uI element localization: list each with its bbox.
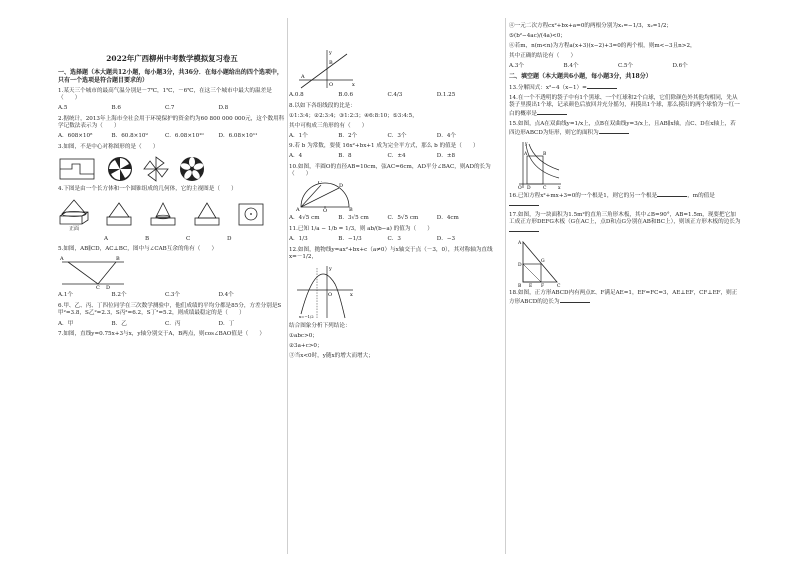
point-label: B bbox=[116, 256, 120, 263]
point-label: O bbox=[518, 185, 522, 190]
option: A.0.8 bbox=[289, 92, 304, 98]
point-label: F bbox=[541, 283, 545, 288]
axis-label: y bbox=[525, 141, 528, 147]
figure-d-flower bbox=[178, 155, 206, 183]
option-d-view bbox=[236, 199, 266, 229]
point-label: O bbox=[323, 208, 328, 214]
point-label: B bbox=[518, 283, 522, 288]
question-12: 12.如图，抛物线y=ax²+bx+c（a≠0）与x轴交于点（－3，0），其对称轴为直线x=－1/2， bbox=[289, 246, 493, 261]
question-11-options bbox=[289, 236, 500, 244]
question-17 bbox=[509, 212, 741, 236]
option: B．3√5 cm bbox=[338, 215, 369, 222]
option: B．60.8×10⁹ bbox=[111, 133, 148, 140]
option: A.5 bbox=[58, 105, 68, 112]
question-9: 9.若 b 为常数，要使 16x²+bx+1 成为完全平方式，那么 b 的值是（ ） bbox=[289, 143, 479, 150]
axis-label: x bbox=[558, 185, 561, 190]
question-9-options bbox=[289, 153, 500, 161]
point-label: B bbox=[543, 151, 547, 157]
option: C．5√5 cm bbox=[387, 215, 419, 222]
question-16-text: 16.已知方程x²+mx+3=0的一个根是1，则它的另一个根是 bbox=[509, 193, 658, 200]
question-7-options bbox=[289, 92, 500, 100]
question-4-option-labels bbox=[58, 236, 286, 244]
option: C．±4 bbox=[387, 153, 406, 160]
question-12-options bbox=[509, 63, 741, 71]
question-1-options bbox=[58, 105, 286, 113]
question-5-figure bbox=[58, 256, 128, 290]
option: C．6.08×10¹⁰ bbox=[165, 133, 204, 140]
option: C．丙 bbox=[165, 320, 181, 327]
option: D bbox=[227, 235, 232, 242]
point-label: B bbox=[329, 60, 333, 66]
option: B.6 bbox=[111, 105, 121, 112]
question-12-item-4: ④一元二次方程cx²+bx+a=0的两根分别为x₁=−1/3，x₂=1/2； bbox=[509, 22, 672, 29]
option: B.4个 bbox=[563, 62, 579, 69]
figure-b-wheel bbox=[106, 155, 134, 183]
option: D.4个 bbox=[218, 292, 234, 299]
column-divider bbox=[287, 18, 288, 554]
point-label: C bbox=[543, 185, 547, 190]
option: A．4√5 cm bbox=[289, 215, 320, 222]
option-a-view bbox=[104, 199, 134, 229]
question-12-item-6: ⑥若m，n(m<n)为方程a(x+3)(x−2)+3=0的两个根，则m<−3且n>2， bbox=[509, 42, 696, 49]
question-6-options bbox=[58, 321, 286, 329]
question-8-options bbox=[289, 133, 500, 141]
question-6: 6.甲、乙、丙、丁四位同学在三次数学测验中，他们成绩的平均分都是85分，方差分别是S甲²=3.8，S乙²=2.3，S丙²=6.2，S丁²=5.2，则成绩最稳定的是（ ） bbox=[58, 302, 282, 317]
question-16-tail: ，m的值是 bbox=[687, 193, 715, 200]
option: C.4/3 bbox=[387, 92, 403, 98]
point-label: A bbox=[60, 256, 64, 263]
option: A.3个 bbox=[509, 62, 524, 69]
solid-figure bbox=[58, 196, 90, 233]
question-12-item-3: ③当x<0时，y随x的增大而增大； bbox=[289, 352, 374, 359]
point-label: G bbox=[541, 258, 545, 264]
point-label: D bbox=[339, 183, 344, 190]
option: B．−1/3 bbox=[338, 236, 362, 243]
column-divider bbox=[505, 18, 506, 554]
option: A．4 bbox=[289, 153, 303, 160]
option: A．甲 bbox=[58, 320, 74, 327]
option: D．4cm bbox=[436, 215, 459, 222]
point-label: D bbox=[527, 185, 531, 190]
question-8-items: ①1:3:4；②2:3:4；③1:2:3；④6:8:10；⑤3:4:5， bbox=[289, 112, 418, 119]
option: C.3个 bbox=[165, 292, 181, 299]
question-12-figure bbox=[295, 264, 355, 320]
column-3 bbox=[509, 20, 741, 554]
question-10-options bbox=[289, 215, 500, 223]
question-12-tail: 结合图象分析下列结论： bbox=[289, 322, 351, 329]
section-1-header: 一、选择题（本大题共12小题，每小题3分，共36分．在每小题给出的四个选项中，只有一个选项是符合题目要求的） bbox=[58, 68, 283, 85]
question-18-text: 18.如图，正方形ABCD内有两点E、F满足AE=1，EF=FC=3，AE⊥EF，CF⊥EF，则正方形ABCD的边长为 bbox=[509, 290, 738, 305]
question-15-text: 15.如图，点A在双曲线y=1/x上，点B在双曲线y=3/x上，且AB∥x轴，点C、D在x轴上，若四边形ABCD为矩形，则它的面积为 bbox=[509, 121, 736, 136]
option: D．−3 bbox=[436, 236, 456, 243]
point-label: O bbox=[328, 292, 333, 299]
option: B.0.6 bbox=[338, 92, 354, 98]
axis-label: y bbox=[329, 50, 332, 56]
question-5: 5.如图，AB∥CD，AC⊥BC，图中与∠CAB互余的角有（ ） bbox=[58, 246, 218, 253]
point-label: C bbox=[318, 181, 322, 187]
answer-blank[interactable] bbox=[599, 129, 629, 134]
question-10-figure bbox=[295, 181, 355, 213]
option: D．±8 bbox=[436, 153, 456, 160]
option: D.8 bbox=[218, 105, 229, 112]
exam-title: 2022年广西柳州中考数学模拟复习卷五 bbox=[106, 54, 238, 63]
figure-c-pinwheel bbox=[142, 155, 170, 183]
point-label: D bbox=[518, 262, 522, 268]
question-5-options bbox=[58, 292, 286, 300]
question-7-figure bbox=[297, 48, 357, 90]
option: D.6个 bbox=[672, 62, 688, 69]
option: A．608×10⁸ bbox=[58, 133, 93, 140]
column-1 bbox=[58, 20, 286, 554]
question-15 bbox=[509, 121, 741, 137]
option: B.2个 bbox=[111, 292, 127, 299]
figure-a-shape bbox=[58, 156, 98, 182]
question-18 bbox=[509, 290, 741, 306]
question-4: 4.下图是由一个长方体和一个圆锥组成的几何体，它的主视图是（ ） bbox=[58, 185, 237, 192]
question-13 bbox=[509, 84, 741, 93]
question-1: 1.某天三个城市的最高气温分别是－7℃，1℃，－6℃，在这三个城市中最大的温差是（ ） bbox=[58, 87, 272, 102]
option: D．4个 bbox=[436, 132, 456, 139]
point-label: A bbox=[301, 74, 305, 80]
option: B bbox=[145, 235, 150, 242]
question-12-item-5: ⑤(b²−4ac)/(4a)<0； bbox=[509, 32, 566, 39]
question-10: 10.如图，半圆O的直径AB=10cm，弦AC=6cm，AD平分∠BAC，则AD的长为（ ） bbox=[289, 163, 491, 178]
option: C．3 bbox=[387, 236, 401, 243]
question-12-item-2: ②3a+c>0； bbox=[289, 342, 323, 349]
option: A.1个 bbox=[58, 292, 73, 299]
point-label: E bbox=[529, 283, 533, 288]
question-4-figures bbox=[58, 196, 286, 233]
point-label: B bbox=[349, 207, 353, 214]
option: C bbox=[186, 235, 191, 242]
option: C.7 bbox=[165, 105, 175, 112]
question-8-tail: 其中可构成三角形的有（ ） bbox=[289, 122, 368, 129]
question-17-text: 17.如图，为一块面积为1.5m²的直角三角形木板，其中∠B=90°，AB=1.5m，现要把它加工成正方形DEFG木板（G在AC上，点D和点G分别在AB和BC上），则该正方形木板的边长为 bbox=[509, 211, 741, 226]
question-15-figure bbox=[515, 140, 563, 190]
point-label: A bbox=[518, 240, 522, 246]
answer-blank[interactable] bbox=[587, 84, 617, 89]
front-view-caption: 正面 bbox=[68, 226, 79, 233]
question-12-conclusion: 其中正确的结论有（ ） bbox=[509, 52, 577, 59]
option: D.1.25 bbox=[436, 92, 456, 98]
question-17-figure bbox=[515, 238, 563, 288]
column-2 bbox=[289, 20, 500, 554]
axis-label: y bbox=[329, 266, 332, 273]
question-12-item-1: ①abc>0； bbox=[289, 332, 318, 339]
option: B．2个 bbox=[338, 132, 358, 139]
option: C．3个 bbox=[387, 132, 407, 139]
option-c-view bbox=[192, 199, 222, 229]
option: D．丁 bbox=[218, 320, 235, 327]
point-label: C bbox=[557, 283, 561, 288]
question-11: 11.已知 1/a − 1/b = 1/3，则 ab/(b−a) 的值为（ ） bbox=[289, 225, 433, 232]
option: A．1/3 bbox=[289, 236, 308, 243]
question-3: 3.如图，不是中心对称图形的是（ ） bbox=[58, 143, 159, 150]
solid-drawing bbox=[58, 196, 90, 226]
option: C.5个 bbox=[618, 62, 634, 69]
point-label: A bbox=[296, 207, 300, 214]
question-2: 2.据统计，2013年上海市全社会用于环境保护的资金约为60 800 000 000元，这个数用科学记数法表示为（ ） bbox=[58, 115, 285, 130]
answer-blank[interactable] bbox=[537, 110, 567, 115]
question-14 bbox=[509, 95, 741, 119]
option: B．乙 bbox=[111, 320, 127, 327]
option-b-view bbox=[148, 199, 178, 229]
answer-blank[interactable] bbox=[509, 227, 539, 232]
point-label: A bbox=[524, 151, 528, 157]
option: D．6.08×10¹¹ bbox=[218, 133, 258, 140]
answer-blank[interactable] bbox=[657, 192, 687, 197]
question-16 bbox=[509, 192, 741, 209]
point-label: C bbox=[96, 285, 100, 291]
question-3-figures bbox=[58, 155, 286, 183]
question-8: 8.以如下各组线段的比是： bbox=[289, 102, 356, 109]
section-2-header: 二、填空题（本大题共6小题，每小题3分，共18分） bbox=[509, 73, 652, 81]
option: A bbox=[104, 235, 109, 242]
option: B．8 bbox=[338, 153, 352, 160]
question-13-text: 13.分解因式：x²−4（x−1）= bbox=[509, 84, 587, 91]
answer-blank[interactable] bbox=[560, 298, 590, 303]
point-label: D bbox=[106, 285, 111, 291]
question-14-text: 14.在一个不透明的袋子中有1个黑球、一个红球和2个白球，它们除颜色外其他均相同，先从袋子里摸出1个球，记录颜色后放回并充分摇匀，再摸出1个球，那么摸出的两个球恰为一红一白的概率是 bbox=[509, 94, 740, 117]
question-7: 7.如图，直线y=0.75x+3与x，y轴分别交于A，B两点，则cos∠BAO值是（ ） bbox=[58, 331, 265, 338]
point-label: O bbox=[329, 82, 334, 88]
axis-label: x bbox=[352, 82, 355, 88]
axis-label: x bbox=[350, 292, 353, 299]
option: A．1个 bbox=[289, 132, 308, 139]
symmetry-axis-label: x=−1/2 bbox=[299, 314, 314, 320]
answer-blank[interactable] bbox=[509, 201, 539, 206]
question-2-options bbox=[58, 133, 286, 141]
